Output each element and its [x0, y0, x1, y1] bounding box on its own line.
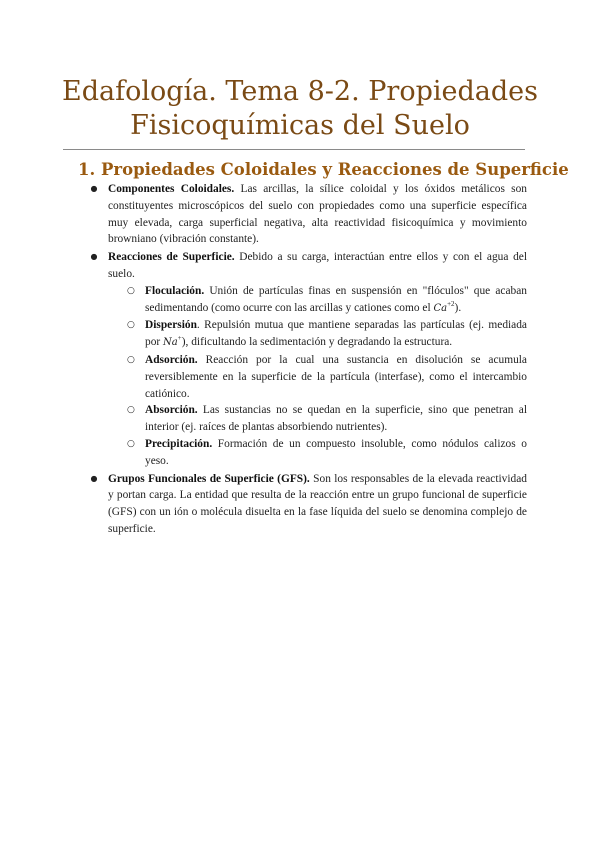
- bullet-icon: ●: [90, 473, 98, 483]
- ion-symbol: Ca: [433, 302, 448, 314]
- sub-item-term: Dispersión: [145, 319, 197, 332]
- sub-item-dispersion: [127, 317, 527, 352]
- list-item-reacciones: [90, 249, 527, 469]
- title-divider: [63, 149, 525, 150]
- list-item-componentes: [90, 181, 527, 248]
- item-text: Las arcillas, la sílice coloidal y los óxidos metálicos son constituyentes microscópicos del suelo con propiedades como una superficie específica muy elevada, carga superficial negativa, alta reactividad fisicoquímica y movimiento browniano (vibración constante).: [108, 183, 527, 246]
- sub-item-adsorcion: [127, 352, 527, 402]
- sub-item-absorcion: [127, 402, 527, 436]
- sub-list: [108, 283, 527, 470]
- ion-charge: +2: [447, 299, 455, 308]
- section-content: [0, 181, 600, 539]
- ion-symbol: Na: [163, 337, 178, 349]
- section-heading: 1. Propiedades Coloidales y Reacciones de Superficie: [78, 160, 569, 179]
- list-item-grupos-funcionales: [90, 471, 527, 538]
- sub-item-text: Reacción por la cual una sustancia en disolución se acumula reversiblemente en la superficie de la partícula (interfase), como el intercambio catiónico.: [145, 353, 527, 400]
- item-term: Componentes Coloidales.: [108, 183, 235, 195]
- bullet-icon: ●: [90, 184, 98, 193]
- main-list: [0, 181, 600, 538]
- sub-item-text: . Repulsión mutua que mantiene separadas las partículas (ej. mediada por: [145, 319, 527, 349]
- sub-item-term: Adsorción.: [145, 353, 198, 366]
- sub-item-text: Unión de partículas finas en suspensión en "flóculos" que acaban sedimentando (como ocurre con las arcillas y cationes como el: [145, 284, 527, 314]
- circle-bullet-icon: ○: [127, 320, 135, 331]
- circle-bullet-icon: ○: [127, 405, 135, 416]
- sub-item-term: Precipitación.: [145, 437, 213, 450]
- sub-item-text: Las sustancias no se quedan en la superficie, sino que penetran al interior (ej. raíces de plantas absorbiendo nutrientes).: [145, 404, 527, 434]
- item-text: Debido a su carga, interactúan entre ellos y con el agua del suelo.: [108, 251, 527, 280]
- circle-bullet-icon: ○: [127, 354, 135, 365]
- item-term: Grupos Funcionales de Superficie (GFS).: [108, 472, 310, 485]
- item-term: Reacciones de Superficie.: [108, 251, 235, 264]
- circle-bullet-icon: ○: [127, 438, 135, 449]
- title-line-2: Fisicoquímicas del Suelo: [130, 110, 470, 141]
- ion-charge: +: [177, 334, 182, 343]
- title-line-1: Edafología. Tema 8-2. Propiedades: [62, 76, 538, 107]
- sub-item-term: Floculación.: [145, 284, 205, 297]
- sub-item-text: Formación de un compuesto insoluble, como nódulos calizos o yeso.: [145, 437, 527, 467]
- item-text: Son los responsables de la elevada reactividad y portan carga. La entidad que resulta de la reacción entre un grupo funcional de superficie (GFS) con un ión o molécula disuelta en la fase líquida del suelo se denomina complejo de superficie.: [108, 472, 527, 535]
- sub-item-floculacion: [127, 283, 527, 318]
- bullet-icon: ●: [90, 252, 98, 262]
- document-title: [60, 75, 540, 143]
- sub-item-text-end: ), dificultando la sedimentación y degradando la estructura.: [181, 336, 453, 349]
- sub-item-text-end: ).: [454, 301, 462, 314]
- circle-bullet-icon: ○: [127, 285, 135, 296]
- sub-item-precipitacion: [127, 436, 527, 470]
- sub-item-term: Absorción.: [145, 404, 198, 417]
